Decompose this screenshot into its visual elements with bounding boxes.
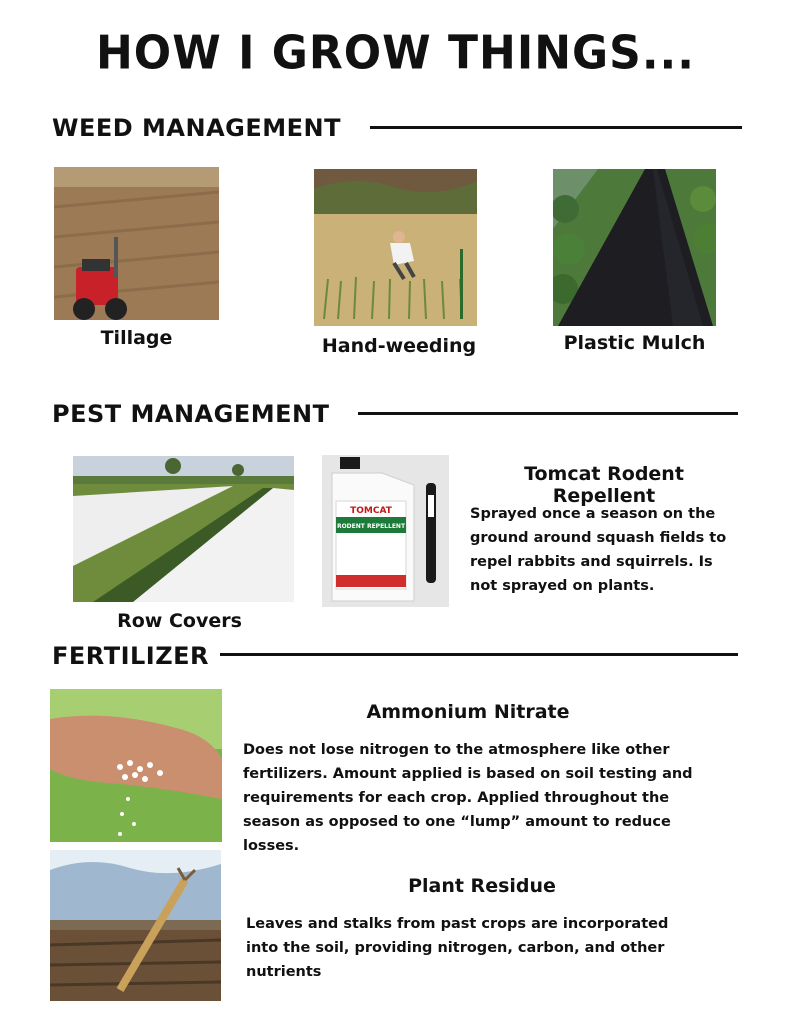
plant-residue-description: Leaves and stalks from past crops are incorporated into the soil, providing nitrogen, carbon, and other nutrients	[246, 916, 669, 980]
fertilizer-heading: FERTILIZER	[52, 642, 209, 670]
tillage-caption: Tillage	[100, 327, 173, 349]
ammonium-nitrate-title: Ammonium Nitrate	[366, 701, 570, 723]
tomcat-product-photo	[322, 455, 449, 607]
weed-management-divider	[370, 126, 742, 129]
pest-management-divider	[358, 412, 738, 415]
tillage-photo	[54, 167, 219, 320]
hand-weeding-photo	[314, 169, 477, 326]
weed-management-heading: WEED MANAGEMENT	[52, 114, 341, 142]
hand-weeding-caption: Hand-weeding	[321, 335, 477, 357]
plastic-mulch-photo	[553, 169, 716, 326]
fertilizer-divider	[220, 653, 738, 656]
pest-management-heading: PEST MANAGEMENT	[52, 400, 330, 428]
ammonium-nitrate-photo	[50, 689, 222, 842]
plastic-mulch-caption: Plastic Mulch	[563, 332, 706, 354]
row-covers-caption: Row Covers	[117, 610, 242, 632]
row-covers-photo	[73, 456, 294, 602]
tomcat-title: Tomcat Rodent Repellent	[524, 463, 684, 507]
tomcat-label-product: RODENT REPELLENT	[336, 523, 406, 530]
tomcat-description: Sprayed once a season on the ground around squash fields to repel rabbits and squirrels. Is not sprayed on plants.	[470, 506, 727, 594]
plant-residue-photo	[50, 850, 221, 1001]
ammonium-nitrate-description: Does not lose nitrogen to the atmosphere like other fertilizers. Amount applied is based on soil testing and requirements for each crop. Applied throughout the season as opposed to one “lump” amount to reduce losses.	[243, 742, 693, 854]
plant-residue-title: Plant Residue	[408, 875, 556, 897]
tomcat-label-brand: TOMCAT	[350, 506, 392, 516]
page-title: HOW I GROW THINGS...	[95, 26, 695, 81]
